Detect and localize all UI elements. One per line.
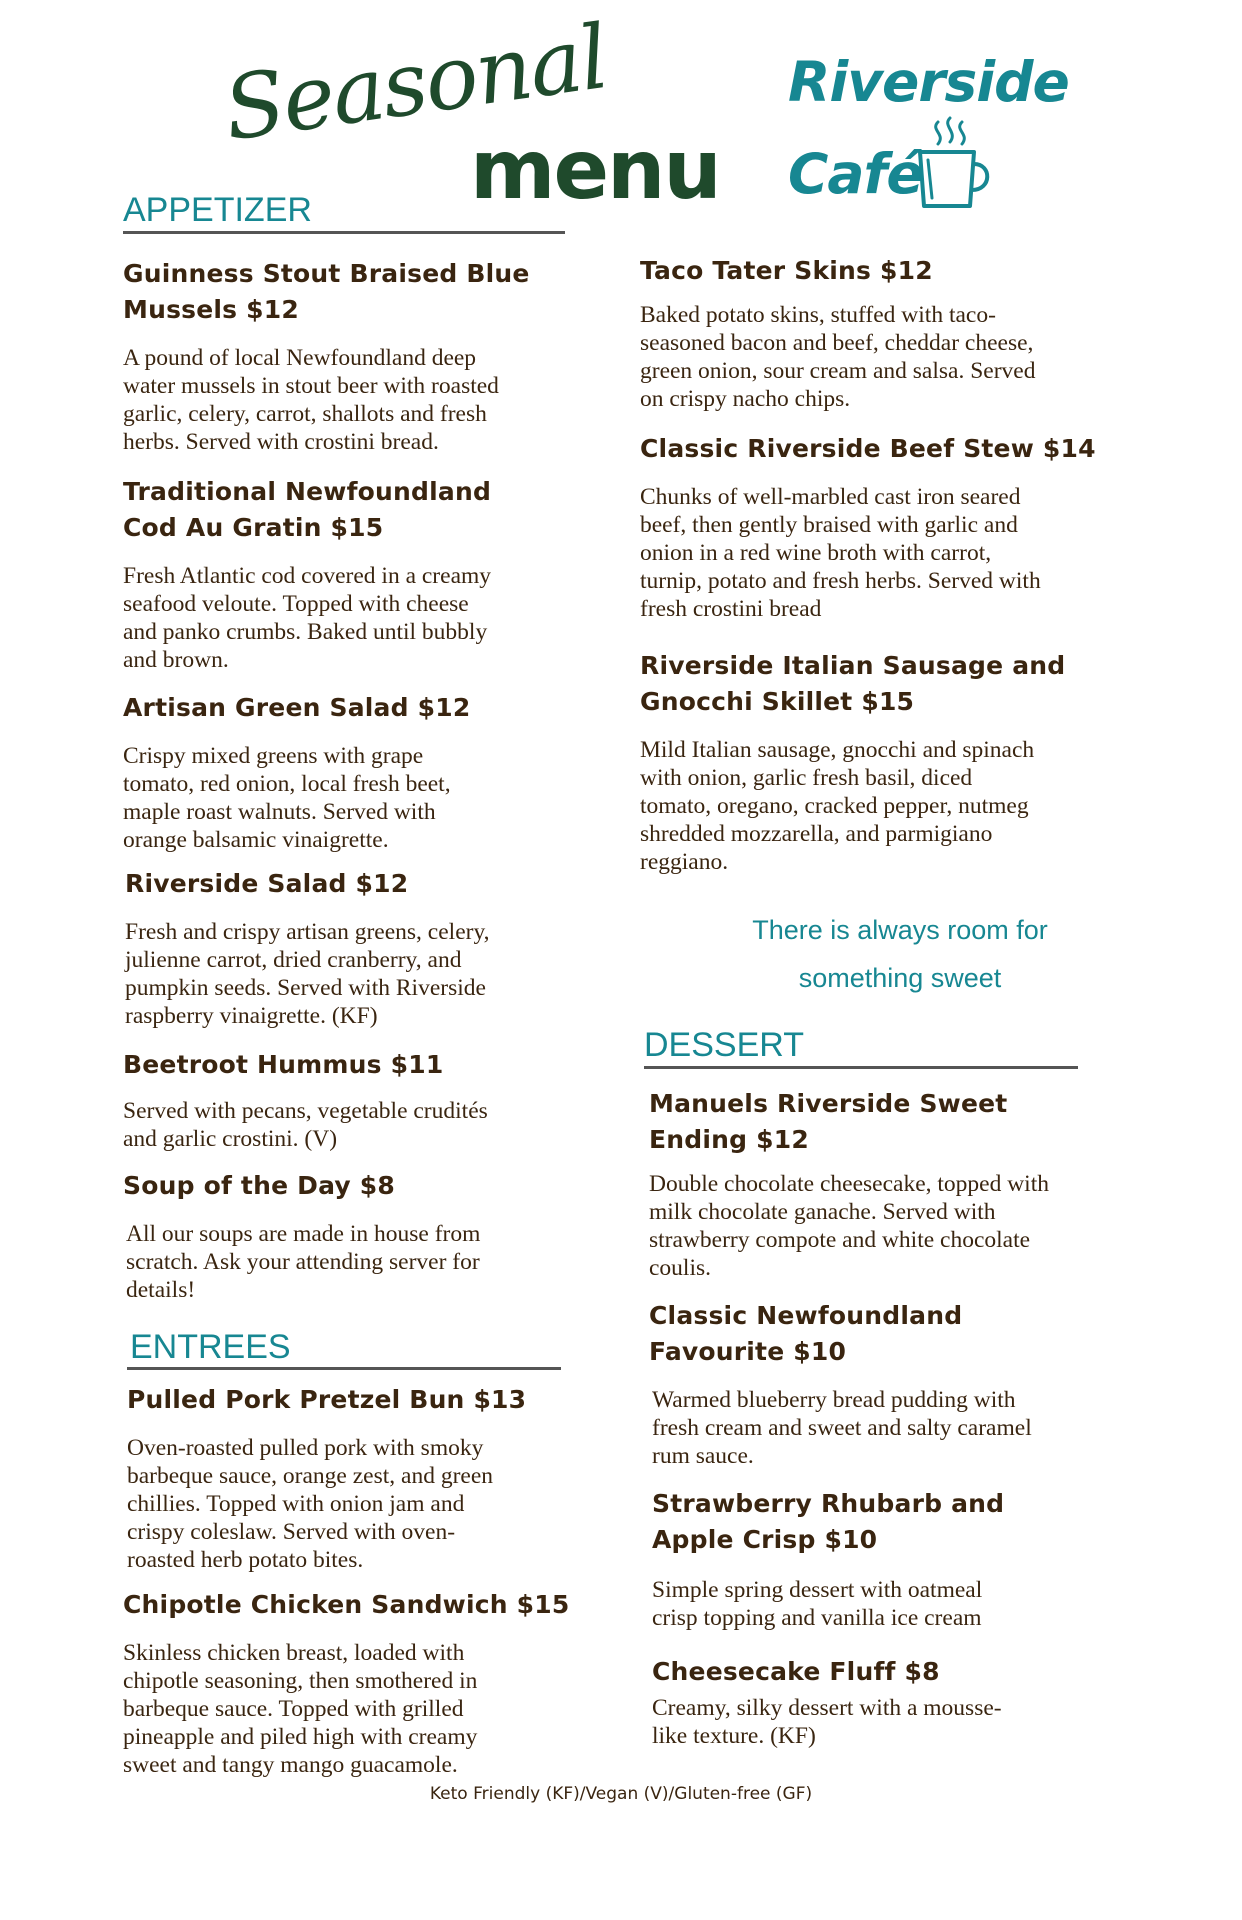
item-name: Pulled Pork Pretzel Bun $13: [127, 1385, 527, 1414]
menu-item-artisan-green-salad: [123, 690, 593, 854]
item-name-cont: Apple Crisp $10: [652, 1525, 878, 1554]
section-title-entrees: ENTREES: [130, 1328, 291, 1366]
item-description: Served with pecans, vegetable crudités and garlic crostini. (V): [123, 1098, 488, 1152]
item-name: Strawberry Rhubarb and: [652, 1489, 1005, 1518]
menu-item-riverside-salad: [125, 866, 595, 1030]
item-name: Riverside Italian Sausage and: [640, 651, 1066, 680]
menu-heading: menu: [470, 123, 720, 218]
dietary-legend: Keto Friendly (KF)/Vegan (V)/Gluten-free (GF): [429, 1784, 813, 1804]
cafe-name-line2: Café: [788, 142, 923, 206]
menu-item-guinness-mussels: [123, 256, 593, 456]
item-name-cont: Favourite $10: [649, 1337, 847, 1366]
item-name-cont: Mussels $12: [123, 295, 299, 324]
section-title-appetizer: APPETIZER: [123, 191, 312, 229]
item-description: Creamy, silky dessert with a mousse- like texture. (KF): [652, 1695, 1002, 1749]
item-description: Crispy mixed greens with grape tomato, red onion, local fresh beet, maple roast walnuts. Served with orange balsamic vinaigrette.: [123, 743, 451, 853]
item-name: Artisan Green Salad $12: [123, 693, 471, 722]
menu-item-taco-tater-skins: [640, 253, 1140, 413]
dessert-tagline: There is always room for something sweet: [752, 915, 1048, 993]
section-divider: [644, 1066, 1078, 1069]
item-name: Guinness Stout Braised Blue: [123, 259, 530, 288]
seasonal-heading: Seasonal: [217, 5, 613, 161]
item-description: Warmed blueberry bread pudding with fresh cream and sweet and salty caramel rum sauce.: [652, 1387, 1032, 1469]
item-name: Traditional Newfoundland: [123, 477, 492, 506]
item-name: Manuels Riverside Sweet: [649, 1089, 1008, 1118]
menu-item-pulled-pork: [127, 1382, 597, 1574]
menu-item-italian-sausage-gnocchi: [640, 648, 1140, 876]
item-description: Double chocolate cheesecake, topped with milk chocolate ganache. Served with strawberry compote and white chocolate coulis.: [649, 1171, 1049, 1281]
item-description: Oven-roasted pulled pork with smoky barbeque sauce, orange zest, and green chillies. Topped with onion jam and crispy coleslaw. Served with oven- roasted herb potato bites.: [127, 1435, 494, 1573]
item-description: Skinless chicken breast, loaded with chipotle seasoning, then smothered in barbeque sauce. Topped with grilled pineapple and piled high with creamy sweet and tangy mango guacamole.: [123, 1640, 478, 1778]
item-name: Beetroot Hummus $11: [123, 1050, 444, 1079]
menu-item-sweet-ending: [649, 1086, 1149, 1282]
menu-item-chipotle-chicken: [123, 1587, 603, 1779]
item-name: Riverside Salad $12: [125, 869, 409, 898]
section-title-dessert: DESSERT: [644, 1026, 804, 1064]
item-description: Mild Italian sausage, gnocchi and spinach with onion, garlic fresh basil, diced tomato, oregano, cracked pepper, nutmeg shredded mozzarella, and parmigiano reggiano.: [640, 737, 1035, 875]
item-name-cont: Cod Au Gratin $15: [123, 513, 384, 542]
menu-item-beetroot-hummus: [123, 1047, 593, 1153]
item-name: Classic Newfoundland: [649, 1301, 963, 1330]
item-description: Simple spring dessert with oatmeal crisp topping and vanilla ice cream: [652, 1577, 983, 1631]
item-name: Classic Riverside Beef Stew $14: [640, 434, 1096, 463]
item-name: Chipotle Chicken Sandwich $15: [123, 1590, 570, 1619]
menu-item-soup-of-the-day: [123, 1168, 593, 1304]
item-name: Cheesecake Fluff $8: [652, 1657, 940, 1686]
menu-item-cheesecake-fluff: [652, 1654, 1152, 1750]
item-name-cont: Gnocchi Skillet $15: [640, 687, 915, 716]
item-description: Fresh and crispy artisan greens, celery, julienne carrot, dried cranberry, and pumpkin seeds. Served with Riverside raspberry vinaigrette. (KF): [125, 919, 490, 1029]
item-description: Fresh Atlantic cod covered in a creamy seafood veloute. Topped with cheese and panko crumbs. Baked until bubbly and brown.: [123, 563, 492, 673]
section-divider: [127, 1367, 561, 1370]
menu-item-cod-au-gratin: [123, 474, 593, 674]
item-description: Baked potato skins, stuffed with taco- seasoned bacon and beef, cheddar cheese, green onion, sour cream and salsa. Served on crispy nacho chips.: [640, 302, 1036, 412]
item-name-cont: Ending $12: [649, 1125, 809, 1154]
item-name: Taco Tater Skins $12: [640, 256, 933, 285]
item-description: Chunks of well-marbled cast iron seared beef, then gently braised with garlic and onion in a red wine broth with carrot, turnip, potato and fresh herbs. Served with fresh crostini bread: [640, 484, 1041, 622]
coffee-mug-icon: [908, 112, 998, 212]
menu-item-beef-stew: [640, 431, 1140, 623]
item-name: Soup of the Day $8: [123, 1171, 395, 1200]
cafe-name-line1: Riverside: [788, 50, 1069, 114]
item-description: All our soups are made in house from scratch. Ask your attending server for details!: [126, 1221, 481, 1303]
menu-item-newfoundland-favourite: [649, 1298, 1149, 1470]
menu-item-strawberry-rhubarb-crisp: [652, 1486, 1152, 1632]
section-divider: [123, 231, 565, 234]
item-description: A pound of local Newfoundland deep water mussels in stout beer with roasted garlic, celery, carrot, shallots and fresh herbs. Served with crostini bread.: [123, 345, 499, 455]
